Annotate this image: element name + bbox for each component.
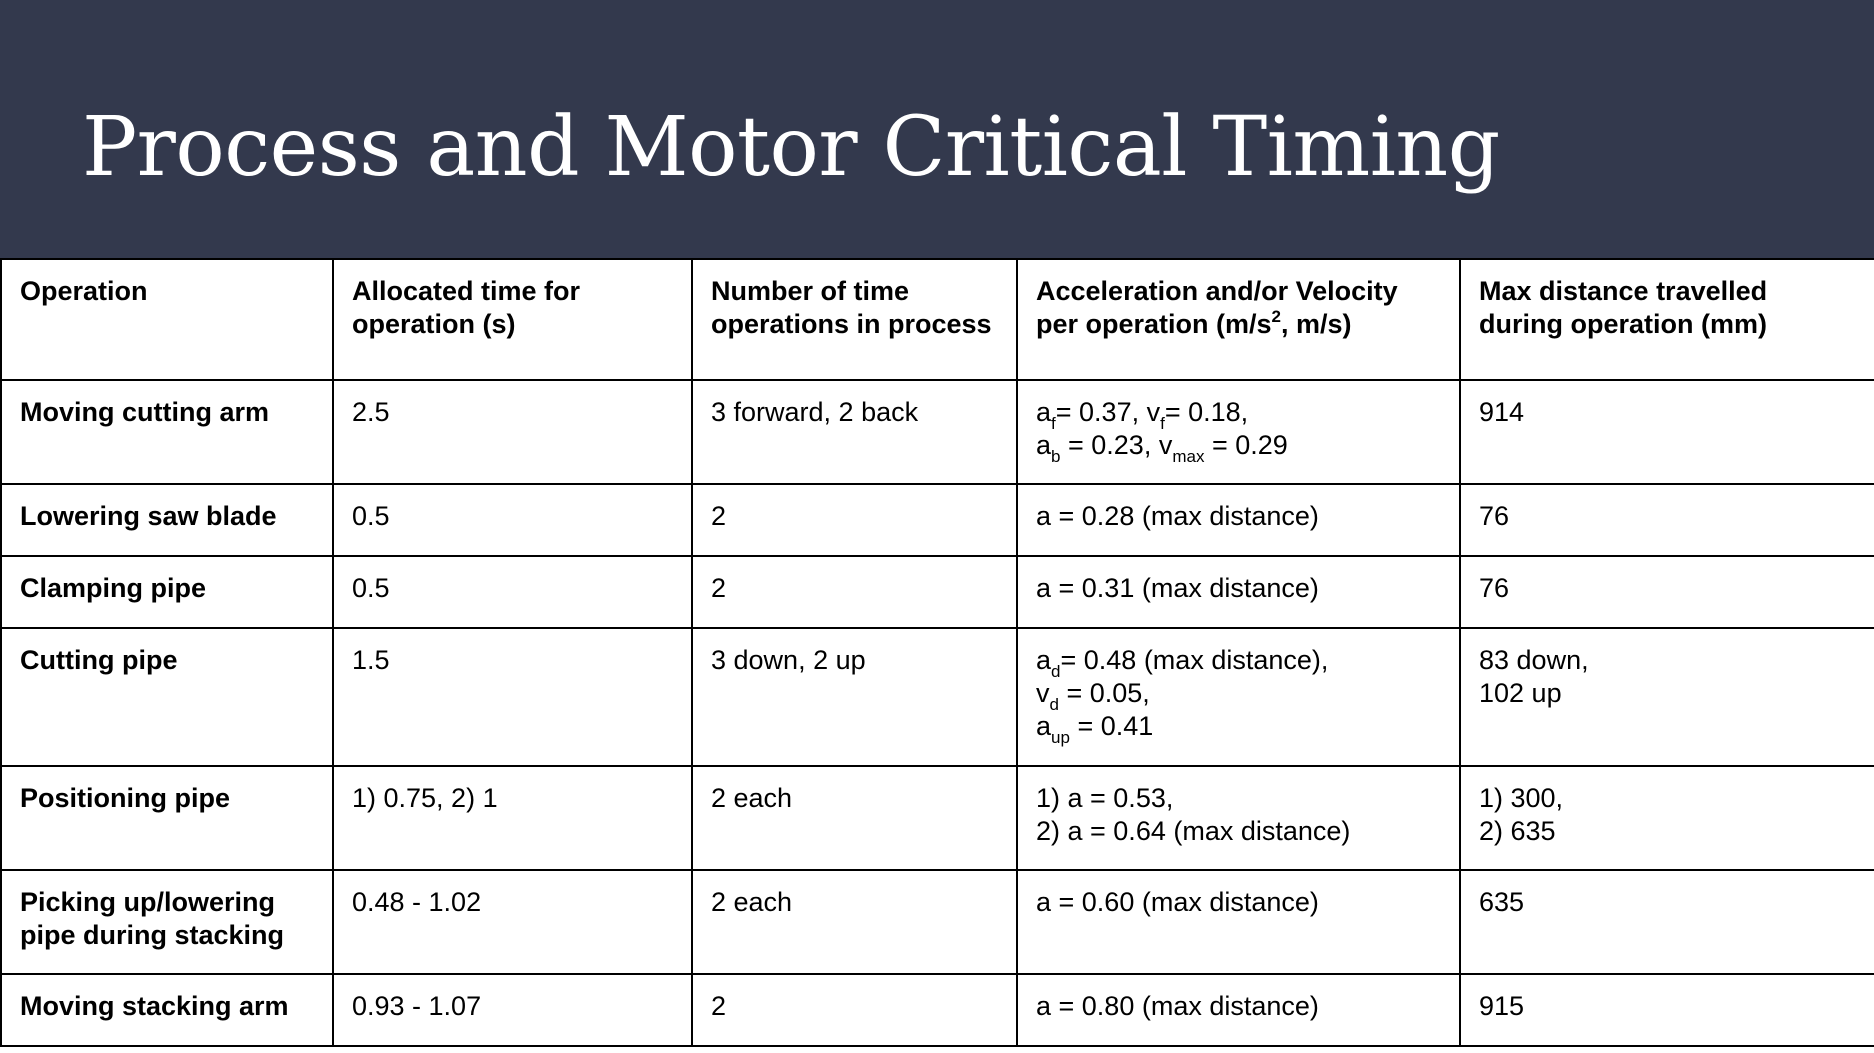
distance-cell: 1) 300, 2) 635 bbox=[1460, 766, 1874, 870]
allocated-time-cell: 0.5 bbox=[333, 484, 692, 556]
distance-cell: 915 bbox=[1460, 974, 1874, 1046]
operation-count-cell: 2 each bbox=[692, 766, 1017, 870]
operation-count-cell: 2 bbox=[692, 484, 1017, 556]
allocated-time-cell: 0.93 - 1.07 bbox=[333, 974, 692, 1046]
operation-count-cell: 2 each bbox=[692, 870, 1017, 974]
operation-cell: Positioning pipe bbox=[1, 766, 333, 870]
operation-cell: Moving stacking arm bbox=[1, 974, 333, 1046]
table-row bbox=[1, 766, 1874, 870]
table-row bbox=[1, 556, 1874, 628]
acceleration-cell: a = 0.28 (max distance) bbox=[1017, 484, 1460, 556]
header-operation: Operation bbox=[1, 259, 333, 380]
operation-count-cell: 3 forward, 2 back bbox=[692, 380, 1017, 484]
table-row bbox=[1, 484, 1874, 556]
operation-cell: Lowering saw blade bbox=[1, 484, 333, 556]
allocated-time-cell: 0.48 - 1.02 bbox=[333, 870, 692, 974]
operation-cell: Clamping pipe bbox=[1, 556, 333, 628]
operation-cell: Picking up/lowering pipe during stacking bbox=[1, 870, 333, 974]
acceleration-cell: $a_d= 0.48$ (max distance), $v_d = 0.05$, $a_{up} = 0.41$ bbox=[1017, 628, 1460, 766]
header-allocated-time: Allocated time for operation (s) bbox=[333, 259, 692, 380]
distance-cell: 76 bbox=[1460, 484, 1874, 556]
distance-cell: 76 bbox=[1460, 556, 1874, 628]
allocated-time-cell: 0.5 bbox=[333, 556, 692, 628]
table-row bbox=[1, 870, 1874, 974]
acceleration-cell: $a_f= 0.37$, $v_f= 0.18$, $a_b = 0.23$, $v_{max} = 0.29$ bbox=[1017, 380, 1460, 484]
operation-cell: Moving cutting arm bbox=[1, 380, 333, 484]
allocated-time-cell: 1) 0.75, 2) 1 bbox=[333, 766, 692, 870]
operation-count-cell: 2 bbox=[692, 556, 1017, 628]
title-bar bbox=[0, 0, 1874, 258]
acceleration-cell: a = 0.31 (max distance) bbox=[1017, 556, 1460, 628]
distance-cell: 914 bbox=[1460, 380, 1874, 484]
distance-cell: 83 down, 102 up bbox=[1460, 628, 1874, 766]
header-number-of-operations: Number of time operations in process bbox=[692, 259, 1017, 380]
allocated-time-cell: 2.5 bbox=[333, 380, 692, 484]
acceleration-cell: a = 0.60 (max distance) bbox=[1017, 870, 1460, 974]
table-row bbox=[1, 380, 1874, 484]
timing-table bbox=[0, 258, 1874, 1047]
header-max-distance: Max distance travelled during operation (mm) bbox=[1460, 259, 1874, 380]
operation-cell: Cutting pipe bbox=[1, 628, 333, 766]
allocated-time-cell: 1.5 bbox=[333, 628, 692, 766]
distance-cell: 635 bbox=[1460, 870, 1874, 974]
table-row bbox=[1, 974, 1874, 1046]
header-acceleration-velocity: Acceleration and/or Velocity per operation ($m/s^2$, m/s) bbox=[1017, 259, 1460, 380]
acceleration-cell: 1) a = 0.53, 2) a = 0.64 (max distance) bbox=[1017, 766, 1460, 870]
acceleration-cell: a = 0.80 (max distance) bbox=[1017, 974, 1460, 1046]
table-header-row bbox=[1, 259, 1874, 380]
slide-title: Process and Motor Critical Timing bbox=[82, 100, 1500, 195]
operation-count-cell: 3 down, 2 up bbox=[692, 628, 1017, 766]
operation-count-cell: 2 bbox=[692, 974, 1017, 1046]
table-row bbox=[1, 628, 1874, 766]
